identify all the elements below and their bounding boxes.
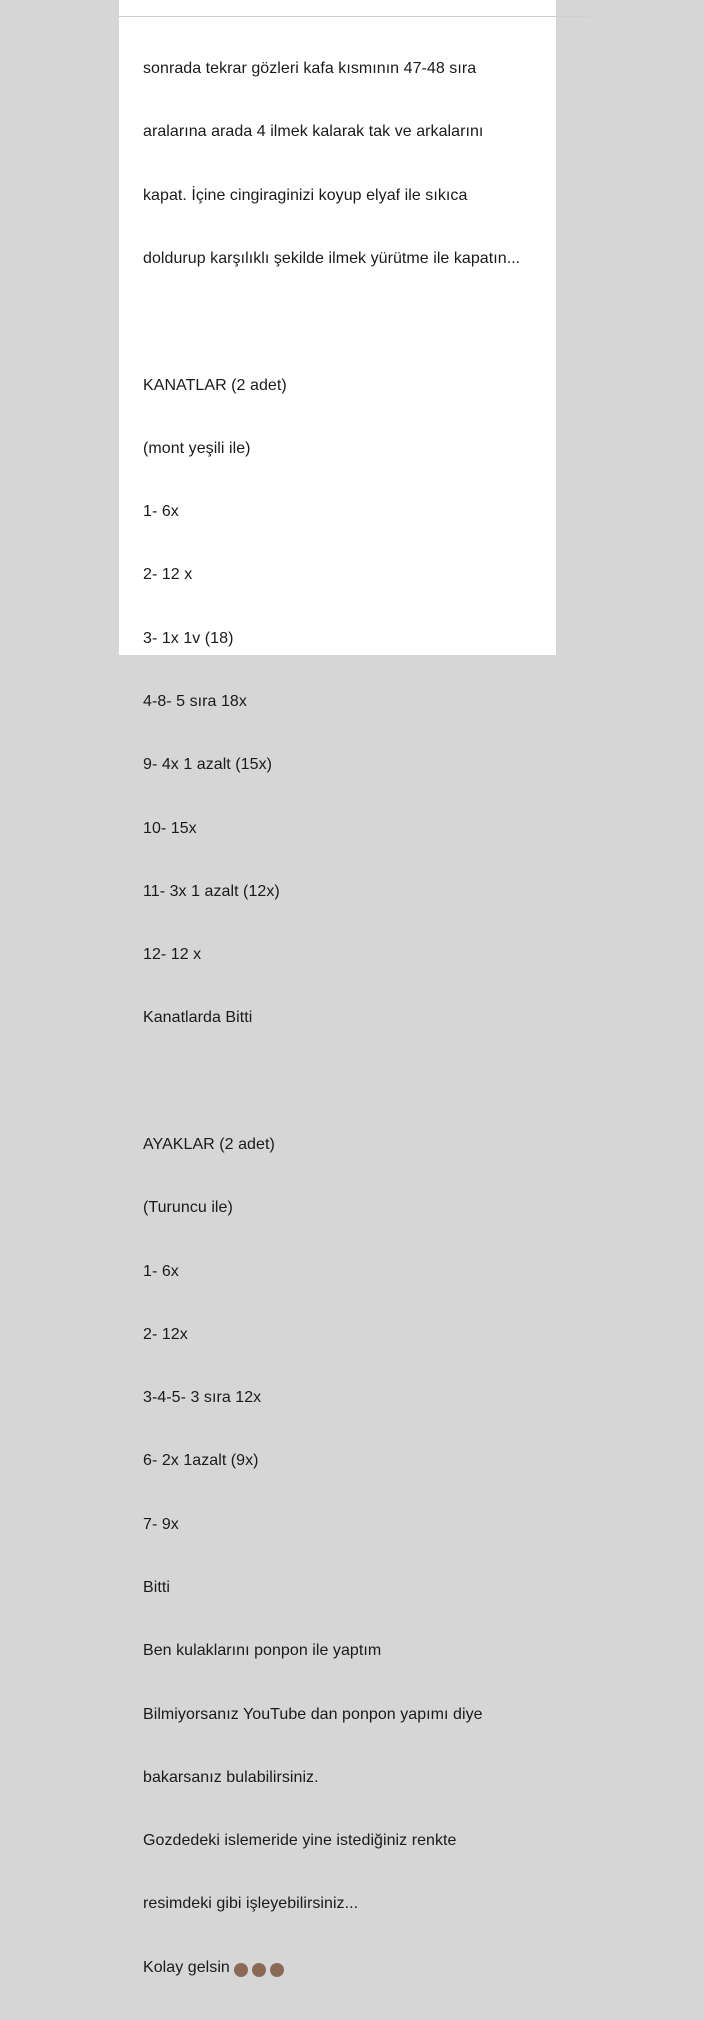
smiling-face-icon (252, 1963, 266, 1977)
text-line: kapat. İçine cingiraginizi koyup elyaf ile sıkıca (143, 186, 468, 204)
blank-line (143, 1071, 520, 1092)
pattern-row: 11- 3x 1 azalt (12x) (143, 882, 280, 900)
smiling-face-icon (234, 1963, 248, 1977)
pattern-row: 3-4-5- 3 sıra 12x (143, 1389, 262, 1407)
pattern-row: 3- 1x 1v (18) (143, 629, 234, 647)
closing-line (143, 1957, 520, 1978)
text-line: doldurup karşılıklı şekilde ilmek yürütme ile kapatın... (143, 250, 521, 268)
section-end: Kanatlarda Bitti (143, 1009, 253, 1027)
pattern-row: 2- 12 x (143, 566, 193, 584)
text-line: aralarına arada 4 ilmek kalarak tak ve arkalarını (143, 123, 484, 141)
text-line: sonrada tekrar gözleri kafa kısmının 47-48 sıra (143, 60, 477, 78)
pattern-text (143, 16, 520, 2020)
section-color-note: (mont yeşili ile) (143, 439, 251, 457)
pattern-row: 1- 6x (143, 503, 179, 521)
pattern-row: 7- 9x (143, 1515, 179, 1533)
pattern-row: 10- 15x (143, 819, 197, 837)
closing-text: Kolay gelsin (143, 1958, 230, 1976)
pattern-row: 2- 12x (143, 1325, 188, 1343)
section-title-ayaklar: AYAKLAR (2 adet) (143, 1135, 275, 1153)
section-title-kanatlar: KANATLAR (2 adet) (143, 376, 287, 394)
note-line: resimdeki gibi işleyebilirsiniz... (143, 1895, 359, 1913)
document-page (119, 0, 556, 1976)
note-line: Bilmiyorsanız YouTube dan ponpon yapımı diye (143, 1705, 483, 1723)
pattern-row: 12- 12 x (143, 946, 202, 964)
pattern-row: 9- 4x 1 azalt (15x) (143, 756, 273, 774)
note-line: Ben kulaklarını ponpon ile yaptım (143, 1642, 382, 1660)
pattern-row: 6- 2x 1azalt (9x) (143, 1452, 259, 1470)
pattern-row: 1- 6x (143, 1262, 179, 1280)
section-end: Bitti (143, 1578, 170, 1596)
pattern-row: 4-8- 5 sıra 18x (143, 693, 247, 710)
note-line: Gozdedeki islemeride yine istediğiniz renkte (143, 1832, 457, 1850)
section-color-note: (Turuncu ile) (143, 1199, 233, 1217)
blank-line (143, 311, 520, 332)
note-line: bakarsanız bulabilirsiniz. (143, 1768, 319, 1786)
smiling-face-icon (270, 1963, 284, 1977)
